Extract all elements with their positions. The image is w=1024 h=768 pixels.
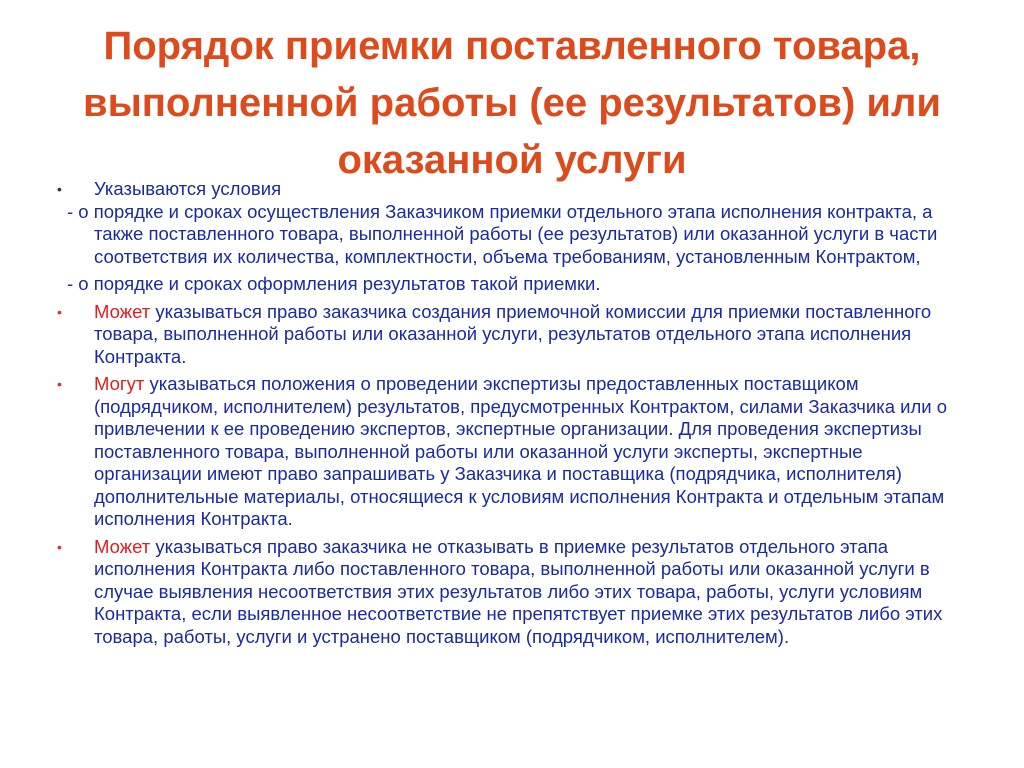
bullet-keyword: Может: [94, 535, 151, 557]
bullet-keyword: Может: [94, 300, 151, 322]
bullet-keyword: Могут: [94, 373, 145, 394]
bullet-text: указываться положения о проведении экспертизы предоставленных поставщиком (подрядчиком, исполнителем) результатов, предусмотренных Контрактом, силами Заказчика или о привлечении к ее проведению экспертов, экспертные организации. Для проведения экспертизы поставленного товара, выполненной работы или оказанной услуги эксперты, экспертные организации имеют право запрашивать у Заказчика и поставщика (подрядчика, исполнителя) дополнительные материалы, относящиеся к условиям исполнения Контракта и отдельным этапам исполнения Контракта.: [94, 373, 948, 529]
bullet-text: указываться право заказчика не отказывать в приемке результатов отдельного этапа исполнения Контракта либо поставленного товара, выполненной работы или оказанной услуги в случае выявления несоответствия этих результатов либо этих товара, работы, услуги условиям Контракта, если выявленное несоответствие не препятствует приемке этих результатов либо этих товара, работы, услуги и устранено поставщиком (подрядчиком, исполнителем).: [94, 535, 943, 647]
bullet-marker: •: [57, 303, 62, 320]
bullet-item-expertise: [45, 373, 965, 531]
bullet-text: Указываются условия: [94, 178, 282, 199]
bullet-text: указываться право заказчика создания приемочной комиссии для приемки поставленного товара, выполненной работы или оказанной услуги, результатов отдельного этапа исполнения Контракта.: [94, 300, 932, 367]
sub-item-registration-terms: - о порядке и сроках оформления результатов такой приемки.: [67, 273, 601, 294]
slide-title: Порядок приемки поставленного товара, выполненной работы (ее результатов) или оказанной услуги: [83, 24, 941, 182]
slide-body: [45, 178, 965, 648]
sub-item-acceptance-terms: - о порядке и сроках осуществления Заказчиком приемки отдельного этапа исполнения контракта, а также поставленного товара, выполненной работы (ее результатов) или оказанной услуги в части соответствия их количества, комплектности, объема требованиям, установленным Контрактом,: [67, 200, 938, 267]
bullet-item-no-refusal: [45, 536, 965, 649]
bullet-marker: •: [57, 376, 62, 392]
bullet-item-commission: [45, 301, 965, 369]
bullet-marker: •: [57, 538, 62, 555]
bullet-marker: •: [57, 181, 62, 197]
bullet-item-conditions: [45, 178, 965, 201]
